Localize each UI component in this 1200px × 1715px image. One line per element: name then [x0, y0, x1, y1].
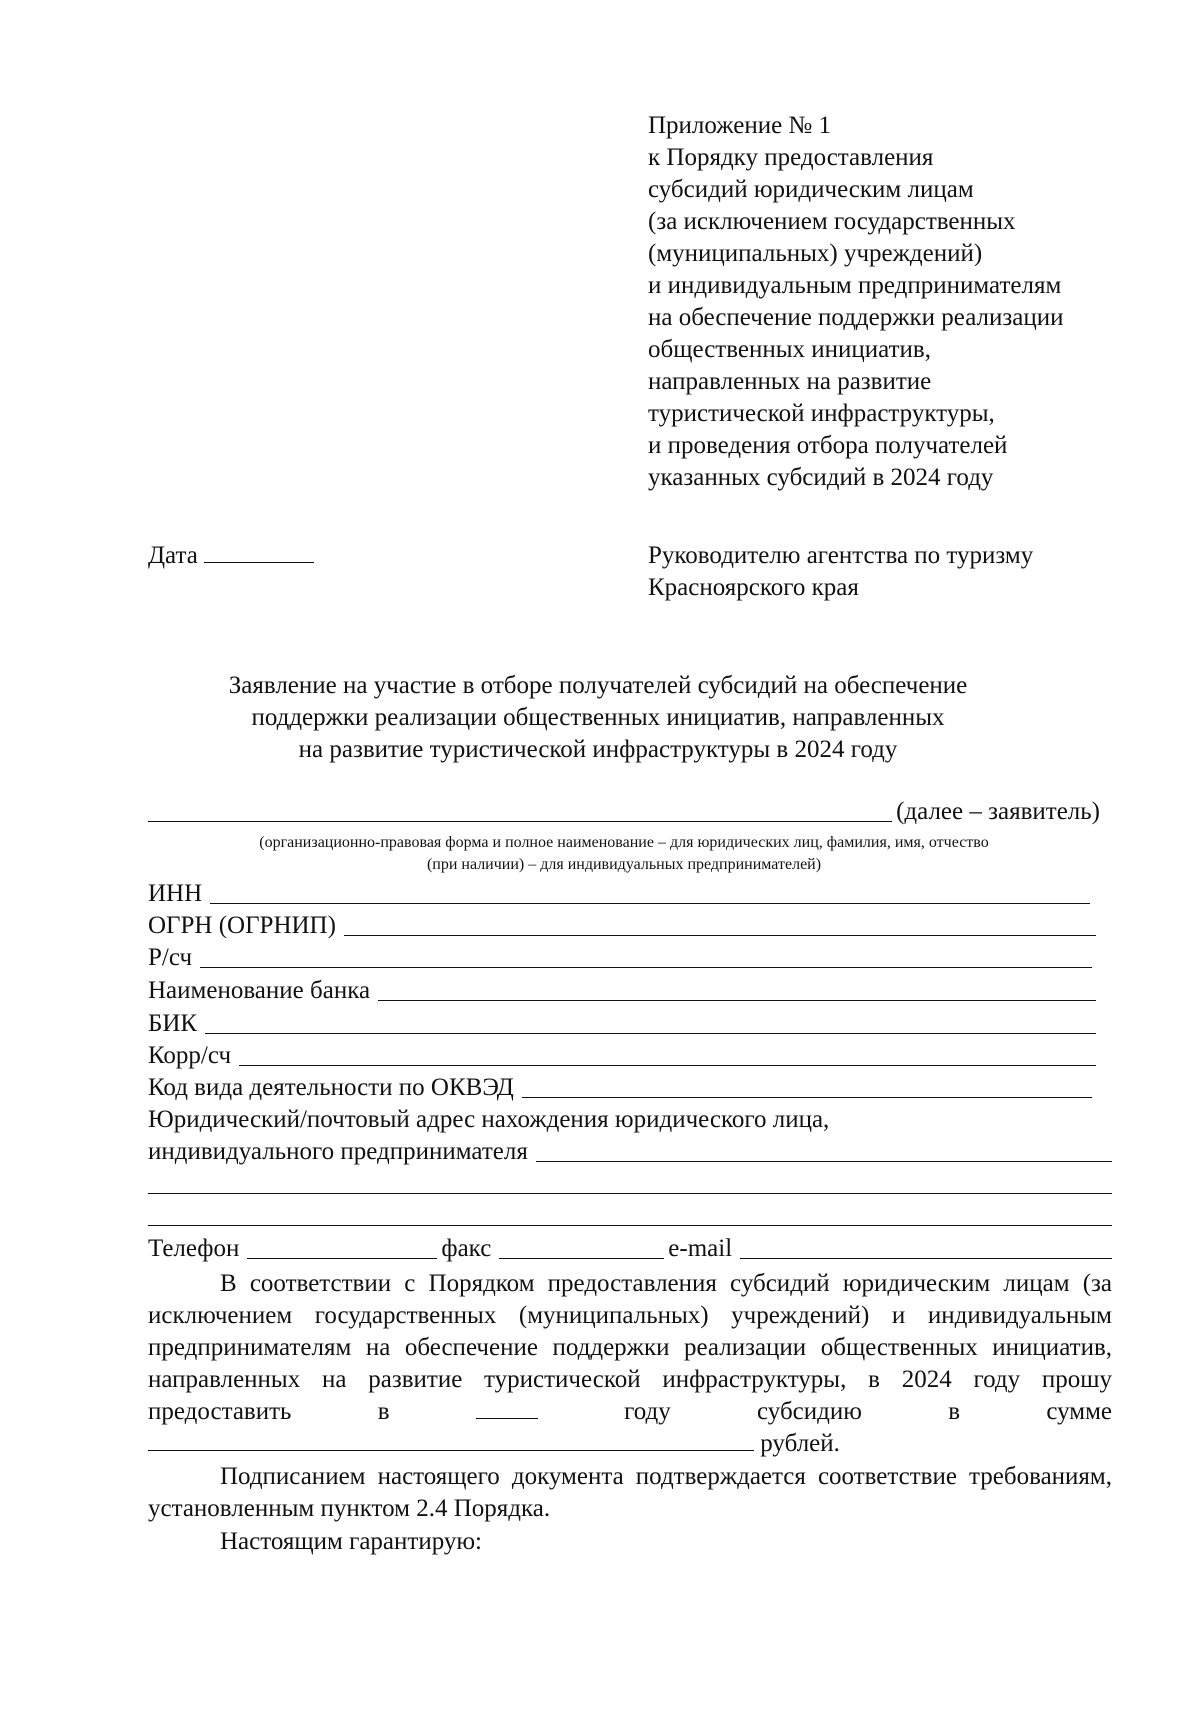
caption-line: (при наличии) – для индивидуальных предпринимателей): [426, 856, 822, 873]
account-blank[interactable]: [200, 943, 1092, 968]
address-field: [148, 1136, 1100, 1168]
corr-label: Корр/сч: [148, 1042, 232, 1069]
year-blank[interactable]: [476, 1396, 538, 1419]
request-text-2: году субсидию в сумме: [624, 1398, 1112, 1425]
appendix-line: субсидий юридическим лицам: [648, 176, 974, 203]
inn-field: [148, 878, 1100, 910]
corr-field: [148, 1040, 1100, 1072]
address-extra-row-1: [148, 1168, 1100, 1200]
address-label-2: индивидуального предпринимателя: [148, 1138, 528, 1165]
guarantee-paragraph: [148, 1526, 1112, 1558]
bank-field: [148, 975, 1100, 1007]
applicant-suffix: (далее – заявитель): [896, 798, 1100, 825]
email-blank[interactable]: [740, 1234, 1112, 1259]
phone-blank[interactable]: [247, 1234, 437, 1259]
ogrn-label: ОГРН (ОГРНИП): [148, 912, 336, 939]
phone-label: Телефон: [148, 1235, 240, 1262]
appendix-line: общественных инициатив,: [648, 336, 931, 363]
corr-blank[interactable]: [239, 1041, 1096, 1066]
appendix-line: и индивидуальным предпринимателям: [648, 272, 1062, 299]
bik-label: БИК: [148, 1010, 198, 1037]
address-label: Юридический/почтовый адрес нахождения юридического лица,: [148, 1106, 830, 1133]
appendix-line: направленных на развитие: [648, 368, 932, 395]
addressee-line: Руководителю агентства по туризму: [648, 542, 1034, 569]
date-field: [148, 540, 314, 572]
appendix-line: Приложение № 1: [648, 112, 832, 139]
ogrn-blank[interactable]: [344, 911, 1096, 936]
title-line: на развитие туристической инфраструктуры в 2024 году: [298, 736, 898, 763]
amount-blank[interactable]: [148, 1428, 754, 1451]
address-label-row: [148, 1104, 1100, 1136]
address-extra-blank-1[interactable]: [148, 1169, 1112, 1194]
date-blank[interactable]: [204, 540, 314, 563]
title-line: поддержки реализации общественных инициатив, направленных: [251, 704, 945, 731]
appendix-line: туристической инфраструктуры,: [648, 400, 995, 427]
bik-field: [148, 1008, 1100, 1040]
address-blank[interactable]: [536, 1137, 1112, 1162]
appendix-line: (за исключением государственных: [648, 208, 1016, 235]
request-paragraph: [148, 1268, 1112, 1460]
confirmation-text: Подписанием настоящего документа подтверждается соответствие требованиям, установленным пунктом 2.4 Порядка.: [148, 1463, 1112, 1522]
fax-blank[interactable]: [499, 1234, 664, 1259]
applicant-name-blank[interactable]: [148, 797, 892, 822]
fax-label: факс: [441, 1235, 492, 1262]
appendix-line: к Порядку предоставления: [648, 144, 934, 171]
applicant-caption: [148, 832, 1100, 876]
address-extra-row-2: [148, 1200, 1100, 1232]
guarantee-text: Настоящим гарантирую:: [220, 1528, 482, 1555]
request-text: В соответствии с Порядком предоставления субсидий юридическим лицам (за исключением государственных (муниципальных) учреждений) и индивидуальным предпринимателям на обеспечение поддержки реализации общественных инициатив, направленных на развитие туристической инфраструктуры, в 2024 году прошу предоставить в: [148, 1270, 1112, 1425]
bank-blank[interactable]: [378, 976, 1096, 1001]
confirmation-paragraph: [148, 1461, 1112, 1525]
document-title: [148, 670, 1048, 766]
title-line: Заявление на участие в отборе получателей субсидий на обеспечение: [228, 672, 968, 699]
appendix-line: (муниципальных) учреждений): [648, 240, 983, 267]
addressee-line: Красноярского края: [648, 574, 859, 601]
addressee: [648, 540, 1168, 604]
okved-label: Код вида деятельности по ОКВЭД: [148, 1074, 514, 1101]
request-text-3: рублей.: [760, 1430, 840, 1457]
bik-blank[interactable]: [205, 1009, 1096, 1034]
date-label: Дата: [148, 542, 198, 569]
ogrn-field: [148, 910, 1100, 942]
okved-blank[interactable]: [522, 1073, 1092, 1098]
appendix-line: на обеспечение поддержки реализации: [648, 304, 1064, 331]
account-label: Р/сч: [148, 944, 193, 971]
inn-label: ИНН: [148, 880, 203, 907]
account-field: [148, 942, 1100, 974]
inn-blank[interactable]: [210, 879, 1090, 904]
appendix-line: и проведения отбора получателей: [648, 432, 1008, 459]
caption-line: (организационно-правовая форма и полное наименование – для юридических лиц, фамилия, имя, отчество: [259, 834, 989, 851]
bank-label: Наименование банка: [148, 977, 371, 1004]
appendix-header: [648, 110, 1168, 494]
appendix-line: указанных субсидий в 2024 году: [648, 464, 994, 491]
contacts-field: [148, 1233, 1100, 1265]
email-label: e-mail: [668, 1235, 733, 1262]
okved-field: [148, 1072, 1100, 1104]
address-extra-blank-2[interactable]: [148, 1201, 1112, 1226]
applicant-name-line: [148, 796, 1100, 828]
